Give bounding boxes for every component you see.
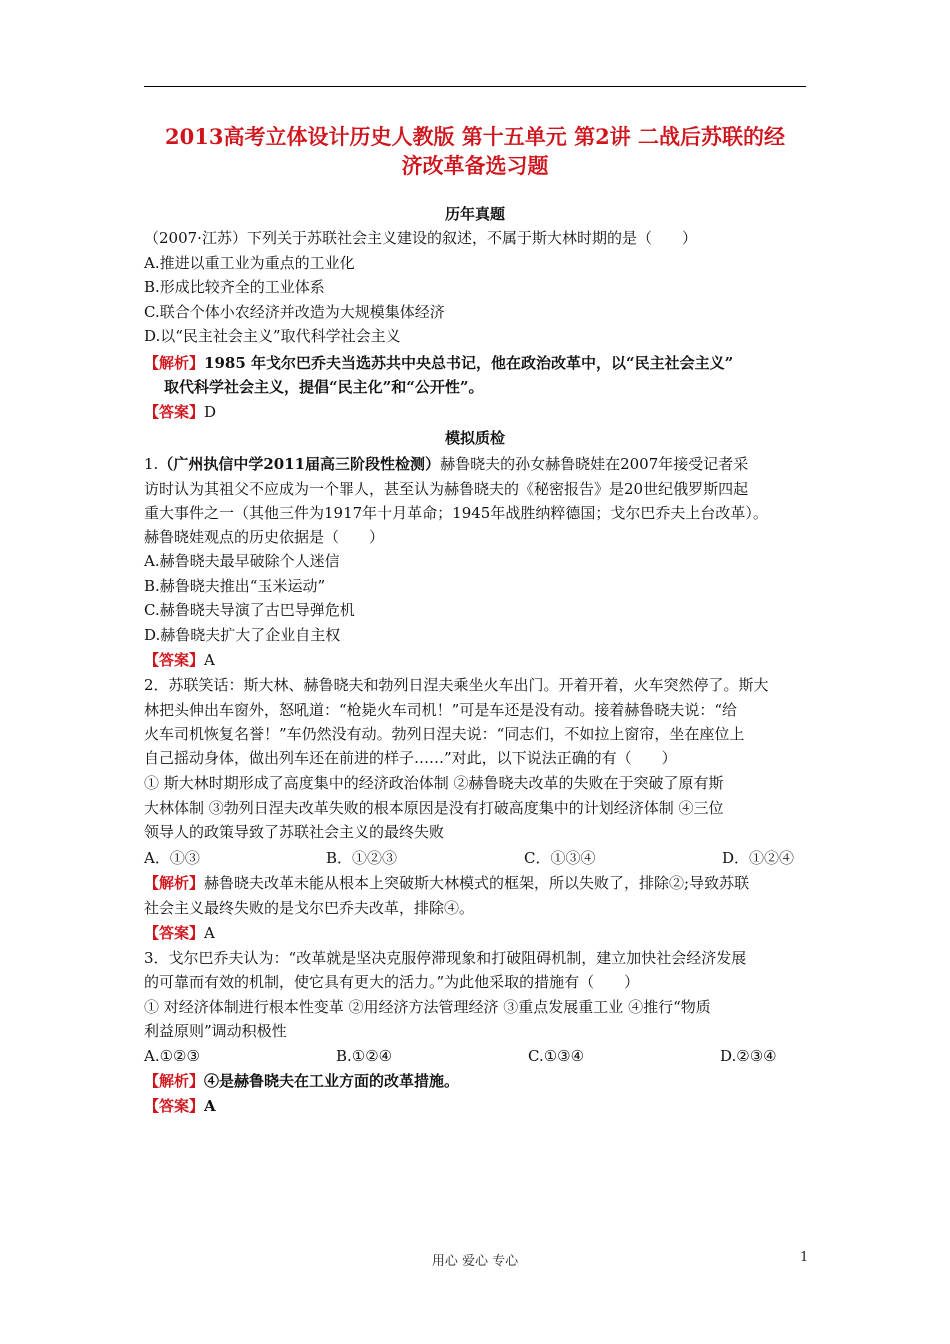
s1-analysis-text-1: 1985 年戈尔巴乔夫当选苏共中央总书记，他在政治改革中，以“民主社会主义” <box>204 354 734 372</box>
s1-question: （2007·江苏）下列关于苏联社会主义建设的叙述，不属于斯大林时期的是（ ） <box>144 229 697 247</box>
s1-answer <box>144 400 216 424</box>
s1-analysis-line-1 <box>144 351 733 375</box>
title-line-1: 2013高考立体设计历史人教版 第十五单元 第2讲 二战后苏联的经 <box>165 124 785 149</box>
s1-answer-value: D <box>204 403 217 421</box>
analysis-tag: 【解析】 <box>144 354 205 372</box>
s1-option-c: C.联合个体小农经济并改造为大规模集体经济 <box>144 303 445 321</box>
q2-line-1: 2．苏联笑话：斯大林、赫鲁晓夫和勃列日涅夫乘坐火车出门。开着开着，火车突然停了。斯大 <box>144 676 769 694</box>
q2-option-c: C．①③④ <box>524 849 596 867</box>
q1-line-1 <box>144 452 748 476</box>
q2-line-6: 大林体制 ③勃列日涅夫改革失败的根本原因是没有打破高度集中的计划经济体制 ④三位 <box>144 799 724 817</box>
q2-answer <box>144 921 215 945</box>
q2-line-5: ① 斯大林时期形成了高度集中的经济政治体制 ②赫鲁晓夫改革的失败在于突破了原有斯 <box>144 774 724 792</box>
q2-option-d: D．①②④ <box>722 849 795 867</box>
q1-line-3: 重大事件之一（其他三件为1917年十月革命；1945年战胜纳粹德国；戈尔巴乔夫上台改革）。 <box>144 504 768 522</box>
answer-tag: 【答案】 <box>144 924 205 942</box>
q3-analysis-text: ④是赫鲁晓夫在工业方面的改革措施。 <box>204 1072 460 1090</box>
q1-line-2: 访时认为其祖父不应成为一个罪人，甚至认为赫鲁晓夫的《秘密报告》是20世纪俄罗斯四起 <box>144 480 749 498</box>
q2-analysis-line-2: 社会主义最终失败的是戈尔巴乔夫改革，排除④。 <box>144 899 475 917</box>
q1-answer <box>144 648 215 672</box>
section-heading-past-exams: 历年真题 <box>444 205 505 223</box>
q2-line-4: 自己摇动身体，做出列车还在前进的样子……”对此，以下说法正确的有（ ） <box>144 749 677 767</box>
q3-analysis <box>144 1069 459 1093</box>
q3-option-a: A.①②③ <box>144 1047 200 1065</box>
q3-option-d: D.②③④ <box>720 1047 777 1065</box>
s1-option-d: D.以“民主社会主义”取代科学社会主义 <box>144 327 401 345</box>
q3-line-4: 利益原则”调动积极性 <box>144 1022 287 1040</box>
answer-tag: 【答案】 <box>144 403 205 421</box>
q2-option-a: A．①③ <box>144 849 200 867</box>
q1-source: （广州执信中学2011届高三阶段性检测） <box>158 455 441 473</box>
q3-option-b: B.①②④ <box>336 1047 393 1065</box>
q1-option-c: C.赫鲁晓夫导演了古巴导弹危机 <box>144 601 355 619</box>
analysis-tag: 【解析】 <box>144 874 205 892</box>
q2-line-2: 林把头伸出车窗外，怒吼道：“枪毙火车司机！”可是车还是没有动。接着赫鲁晓夫说：“给 <box>144 701 738 719</box>
q3-option-c: C.①③④ <box>528 1047 585 1065</box>
page-number: 1 <box>800 1250 809 1265</box>
q2-option-b: B．①②③ <box>326 849 398 867</box>
q2-line-7: 领导人的政策导致了苏联社会主义的最终失败 <box>144 823 445 841</box>
q1-line-4: 赫鲁晓娃观点的历史依据是（ ） <box>144 528 385 546</box>
header-rule <box>144 86 806 87</box>
q3-line-3: ① 对经济体制进行根本性变革 ②用经济方法管理经济 ③重点发展重工业 ④推行“物质 <box>144 998 711 1016</box>
title-line-2: 济改革备选习题 <box>401 153 549 178</box>
q3-line-2: 的可靠而有效的机制，使它具有更大的活力。”为此他采取的措施有（ ） <box>144 973 640 991</box>
q3-line-1: 3．戈尔巴乔夫认为：“改革就是坚决克服停滞现象和打破阻碍机制，建立加快社会经济发展 <box>144 949 747 967</box>
q2-analysis-line-1 <box>144 871 749 895</box>
q2-line-3: 火车司机恢复名誉！”车仍然没有动。勃列日涅夫说：“同志们，不如拉上窗帘，坐在座位上 <box>144 725 745 743</box>
s1-analysis-line-2: 取代科学社会主义，提倡“民主化”和“公开性”。 <box>164 378 484 396</box>
q1-answer-value: A <box>204 651 215 669</box>
q1-option-a: A.赫鲁晓夫最早破除个人迷信 <box>144 552 340 570</box>
q3-answer <box>144 1094 216 1118</box>
q1-text-1: 赫鲁晓夫的孙女赫鲁晓娃在2007年接受记者采 <box>440 455 749 473</box>
s1-option-b: B.形成比较齐全的工业体系 <box>144 278 325 296</box>
analysis-tag: 【解析】 <box>144 1072 205 1090</box>
q2-answer-value: A <box>204 924 215 942</box>
answer-tag: 【答案】 <box>144 1097 205 1115</box>
s1-option-a: A.推进以重工业为重点的工业化 <box>144 254 355 272</box>
q1-option-d: D.赫鲁晓夫扩大了企业自主权 <box>144 626 341 644</box>
q1-option-b: B.赫鲁晓夫推出“玉米运动” <box>144 577 326 595</box>
q1-number: 1. <box>144 455 159 473</box>
document-title <box>144 122 806 180</box>
page-footer: 用心 爱心 专心 <box>431 1254 519 1269</box>
q2-analysis-text-1: 赫鲁晓夫改革未能从根本上突破斯大林模式的框架，所以失败了，排除②;导致苏联 <box>204 874 750 892</box>
section-heading-mock-exams: 模拟质检 <box>444 429 505 447</box>
q3-answer-value: A <box>204 1097 216 1115</box>
answer-tag: 【答案】 <box>144 651 205 669</box>
